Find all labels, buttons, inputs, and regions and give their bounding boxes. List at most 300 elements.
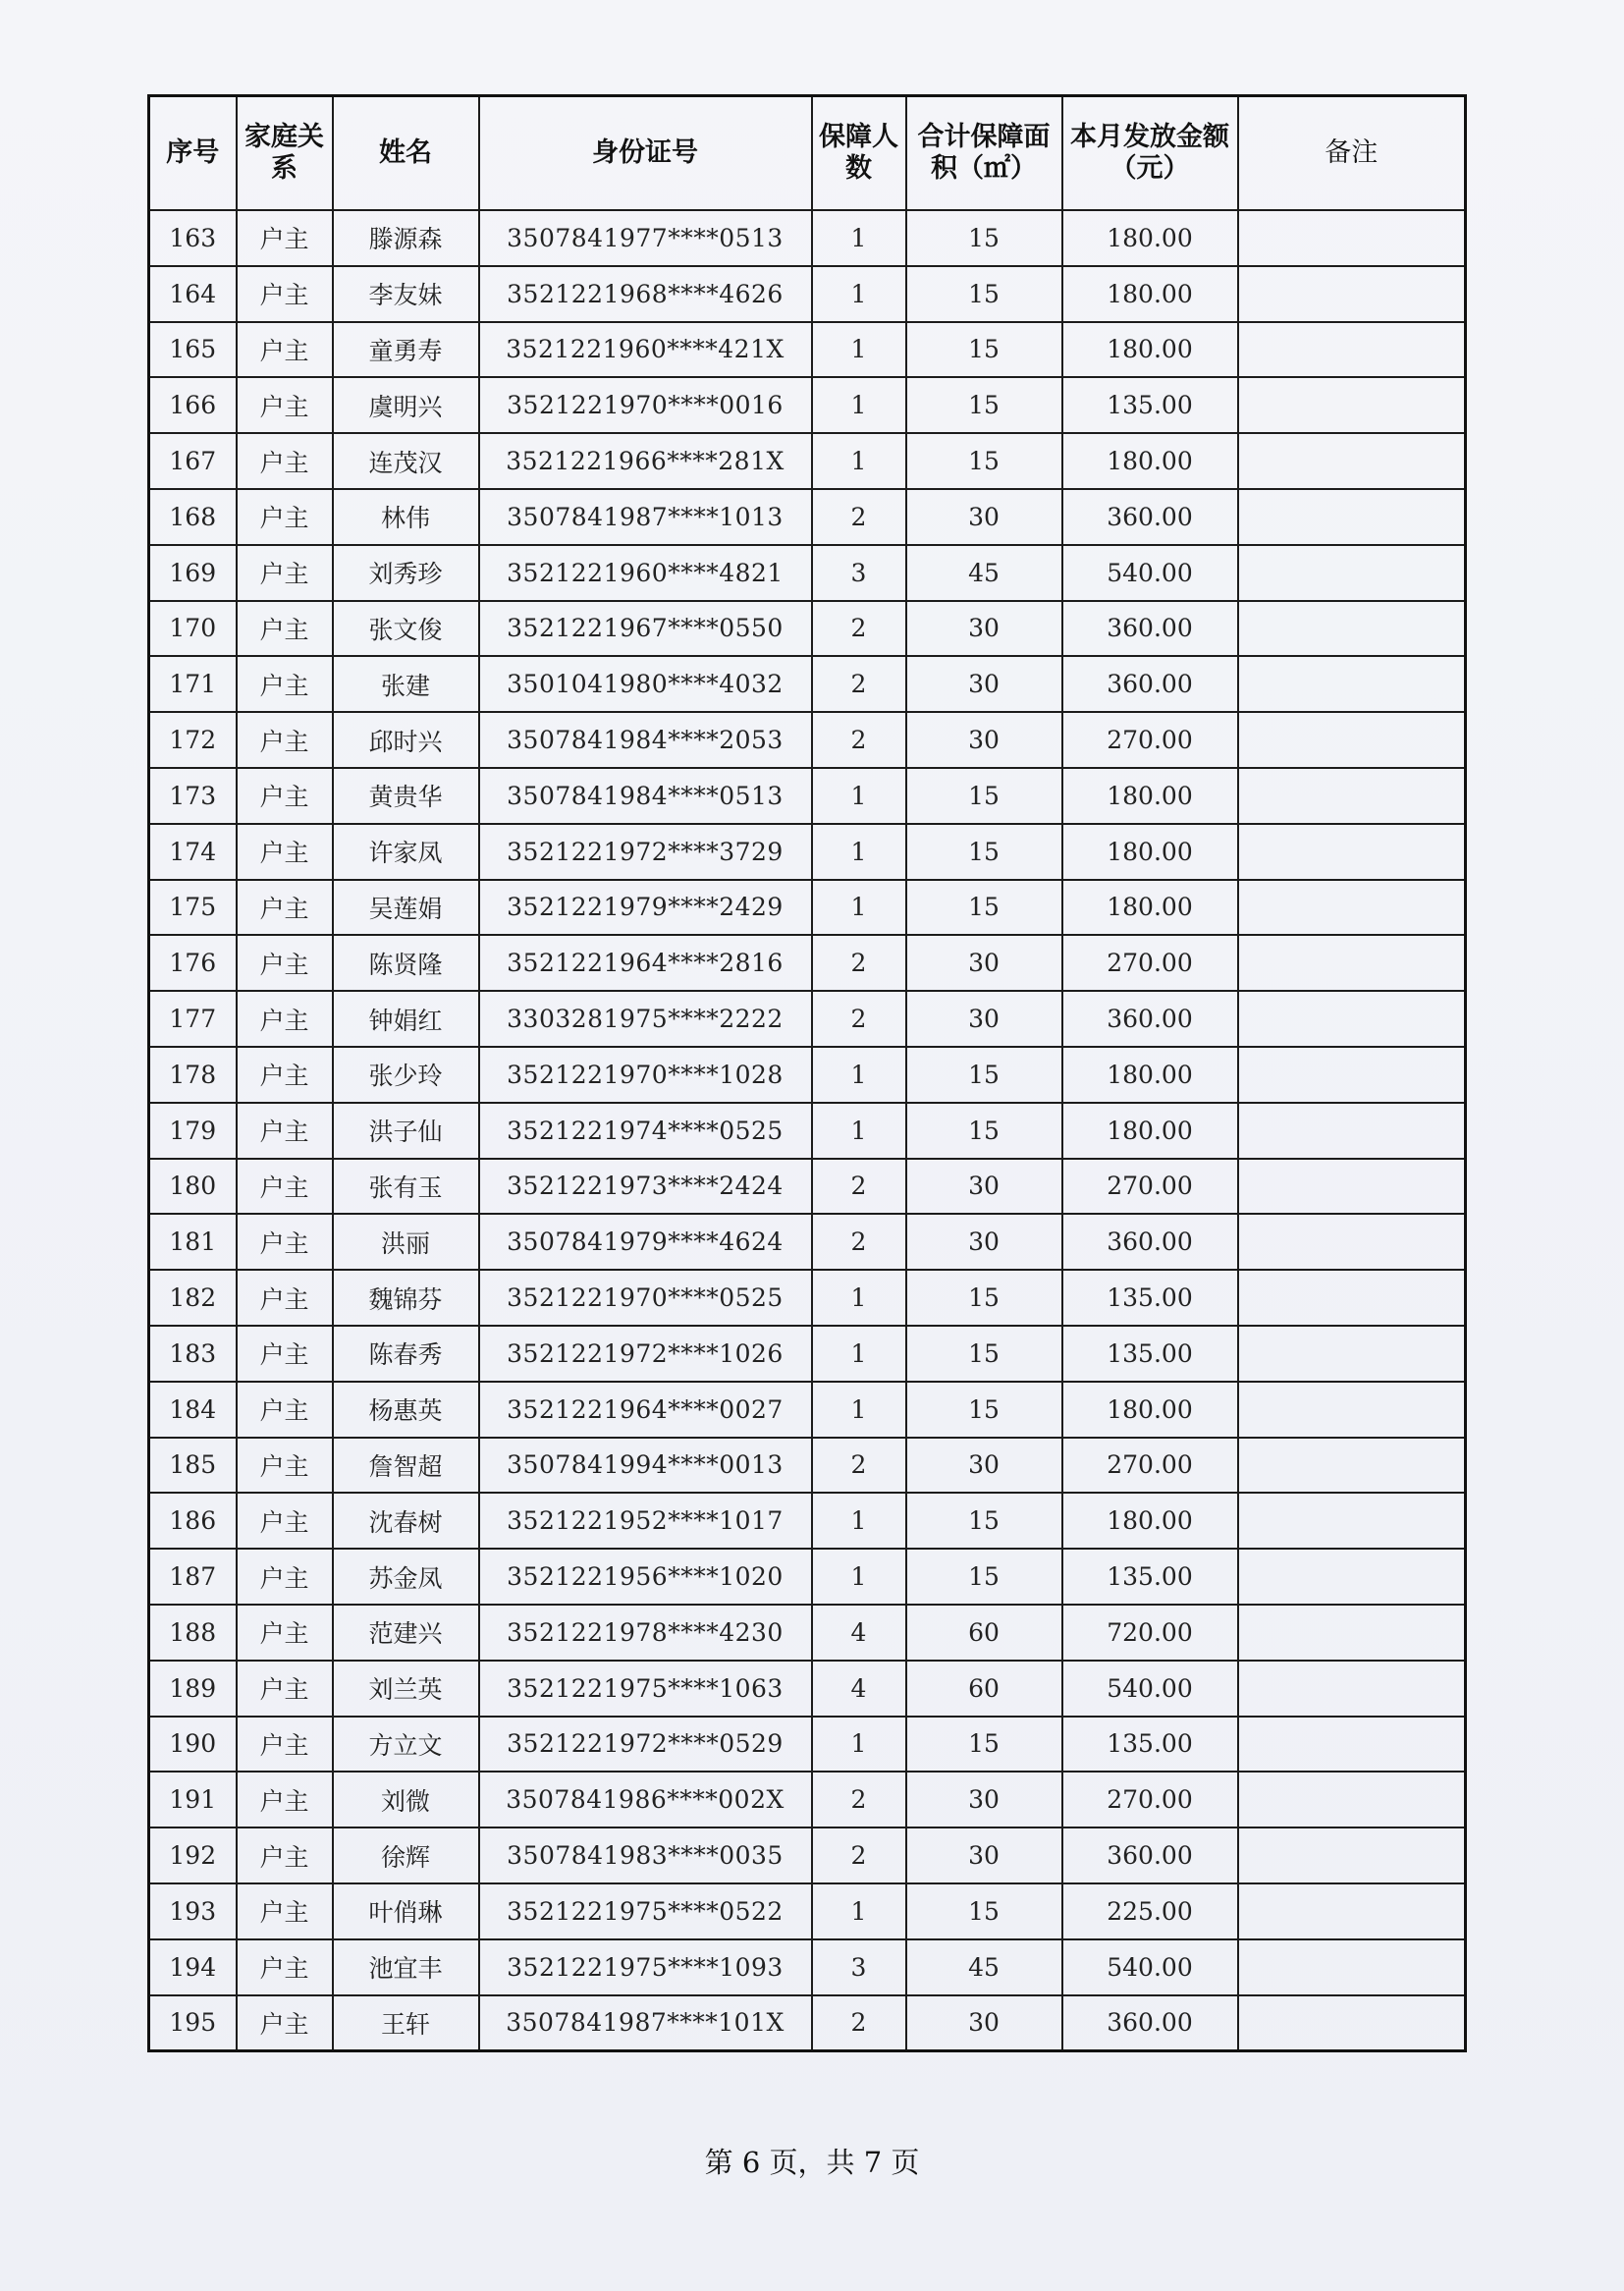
cell-seq: 174 — [149, 824, 237, 880]
cell-relation: 户主 — [237, 1493, 333, 1549]
cell-seq: 187 — [149, 1549, 237, 1605]
cell-area: 60 — [906, 1661, 1062, 1717]
cell-seq: 172 — [149, 712, 237, 768]
cell-seq: 180 — [149, 1159, 237, 1215]
cell-seq: 179 — [149, 1103, 237, 1159]
cell-id-no: 3521221964****2816 — [479, 935, 812, 991]
cell-seq: 176 — [149, 935, 237, 991]
cell-area: 60 — [906, 1605, 1062, 1661]
cell-seq: 171 — [149, 656, 237, 712]
cell-area: 15 — [906, 1270, 1062, 1326]
cell-id-no: 3521221979****2429 — [479, 880, 812, 936]
cell-area: 15 — [906, 768, 1062, 824]
cell-id-no: 3521221978****4230 — [479, 1605, 812, 1661]
cell-persons: 2 — [812, 656, 906, 712]
cell-amount: 180.00 — [1062, 768, 1238, 824]
cell-area: 15 — [906, 210, 1062, 266]
cell-name: 洪丽 — [333, 1214, 479, 1270]
cell-seq: 189 — [149, 1661, 237, 1717]
cell-persons: 2 — [812, 1827, 906, 1883]
cell-id-no: 3521221970****0525 — [479, 1270, 812, 1326]
cell-name: 苏金凤 — [333, 1549, 479, 1605]
cell-relation: 户主 — [237, 1103, 333, 1159]
cell-relation: 户主 — [237, 991, 333, 1047]
cell-seq: 193 — [149, 1883, 237, 1939]
cell-amount: 360.00 — [1062, 489, 1238, 545]
table-row — [149, 1493, 1466, 1549]
header-remark: 备注 — [1238, 96, 1466, 211]
cell-name: 刘微 — [333, 1772, 479, 1827]
cell-id-no: 3521221975****1093 — [479, 1939, 812, 1995]
cell-persons: 1 — [812, 1326, 906, 1382]
cell-name: 滕源森 — [333, 210, 479, 266]
cell-relation: 户主 — [237, 1382, 333, 1438]
cell-amount: 270.00 — [1062, 1438, 1238, 1494]
cell-persons: 1 — [812, 1549, 906, 1605]
table-row — [149, 935, 1466, 991]
cell-relation: 户主 — [237, 1939, 333, 1995]
cell-name: 陈春秀 — [333, 1326, 479, 1382]
cell-amount: 270.00 — [1062, 935, 1238, 991]
cell-area: 30 — [906, 1827, 1062, 1883]
cell-persons: 2 — [812, 712, 906, 768]
cell-area: 15 — [906, 1493, 1062, 1549]
table-row — [149, 601, 1466, 657]
cell-id-no: 3521221960****421X — [479, 322, 812, 378]
cell-name: 张少玲 — [333, 1047, 479, 1103]
cell-amount: 270.00 — [1062, 1772, 1238, 1827]
cell-relation: 户主 — [237, 489, 333, 545]
cell-seq: 170 — [149, 601, 237, 657]
cell-persons: 1 — [812, 1717, 906, 1773]
cell-remark — [1238, 433, 1466, 489]
table-row — [149, 1995, 1466, 2051]
cell-name: 李友妹 — [333, 266, 479, 322]
header-persons: 保障人数 — [812, 96, 906, 211]
cell-area: 15 — [906, 1326, 1062, 1382]
cell-persons: 2 — [812, 489, 906, 545]
cell-name: 钟娟红 — [333, 991, 479, 1047]
table-row — [149, 1438, 1466, 1494]
cell-name: 徐辉 — [333, 1827, 479, 1883]
cell-id-no: 3303281975****2222 — [479, 991, 812, 1047]
cell-name: 张文俊 — [333, 601, 479, 657]
cell-remark — [1238, 1438, 1466, 1494]
header-seq: 序号 — [149, 96, 237, 211]
cell-persons: 2 — [812, 1159, 906, 1215]
cell-persons: 1 — [812, 322, 906, 378]
cell-id-no: 3507841987****1013 — [479, 489, 812, 545]
table-row — [149, 1661, 1466, 1717]
cell-remark — [1238, 1103, 1466, 1159]
cell-seq: 163 — [149, 210, 237, 266]
cell-area: 30 — [906, 1159, 1062, 1215]
cell-seq: 181 — [149, 1214, 237, 1270]
cell-persons: 2 — [812, 601, 906, 657]
cell-id-no: 3521221970****1028 — [479, 1047, 812, 1103]
cell-name: 池宜丰 — [333, 1939, 479, 1995]
cell-seq: 167 — [149, 433, 237, 489]
table-row — [149, 1159, 1466, 1215]
cell-persons: 2 — [812, 1772, 906, 1827]
table-row — [149, 1939, 1466, 1995]
cell-remark — [1238, 935, 1466, 991]
cell-persons: 2 — [812, 991, 906, 1047]
cell-area: 15 — [906, 1549, 1062, 1605]
cell-remark — [1238, 1270, 1466, 1326]
cell-relation: 户主 — [237, 712, 333, 768]
cell-relation: 户主 — [237, 377, 333, 433]
cell-seq: 188 — [149, 1605, 237, 1661]
cell-amount: 135.00 — [1062, 1326, 1238, 1382]
cell-area: 45 — [906, 545, 1062, 601]
header-name: 姓名 — [333, 96, 479, 211]
cell-id-no: 3507841986****002X — [479, 1772, 812, 1827]
cell-remark — [1238, 1214, 1466, 1270]
cell-id-no: 3507841984****2053 — [479, 712, 812, 768]
cell-name: 吴莲娟 — [333, 880, 479, 936]
cell-remark — [1238, 1717, 1466, 1773]
table-row — [149, 1326, 1466, 1382]
cell-relation: 户主 — [237, 601, 333, 657]
cell-name: 叶俏琳 — [333, 1883, 479, 1939]
cell-remark — [1238, 1159, 1466, 1215]
cell-remark — [1238, 377, 1466, 433]
housing-subsidy-table — [147, 94, 1467, 2052]
cell-id-no: 3507841984****0513 — [479, 768, 812, 824]
cell-seq: 169 — [149, 545, 237, 601]
cell-amount: 360.00 — [1062, 991, 1238, 1047]
table-row — [149, 1270, 1466, 1326]
cell-seq: 166 — [149, 377, 237, 433]
cell-remark — [1238, 322, 1466, 378]
cell-amount: 180.00 — [1062, 880, 1238, 936]
table-row — [149, 1605, 1466, 1661]
cell-area: 30 — [906, 601, 1062, 657]
table-body — [149, 210, 1466, 2051]
cell-remark — [1238, 489, 1466, 545]
cell-name: 邱时兴 — [333, 712, 479, 768]
cell-id-no: 3507841977****0513 — [479, 210, 812, 266]
cell-seq: 185 — [149, 1438, 237, 1494]
cell-id-no: 3507841983****0035 — [479, 1827, 812, 1883]
cell-area: 15 — [906, 1382, 1062, 1438]
cell-remark — [1238, 880, 1466, 936]
cell-area: 15 — [906, 1883, 1062, 1939]
cell-area: 30 — [906, 656, 1062, 712]
cell-seq: 184 — [149, 1382, 237, 1438]
cell-amount: 270.00 — [1062, 1159, 1238, 1215]
table-row — [149, 266, 1466, 322]
cell-seq: 175 — [149, 880, 237, 936]
cell-name: 张有玉 — [333, 1159, 479, 1215]
cell-name: 范建兴 — [333, 1605, 479, 1661]
cell-remark — [1238, 1326, 1466, 1382]
cell-id-no: 3521221960****4821 — [479, 545, 812, 601]
cell-remark — [1238, 1883, 1466, 1939]
cell-relation: 户主 — [237, 210, 333, 266]
cell-area: 30 — [906, 991, 1062, 1047]
cell-amount: 135.00 — [1062, 1549, 1238, 1605]
cell-amount: 180.00 — [1062, 433, 1238, 489]
cell-amount: 360.00 — [1062, 1827, 1238, 1883]
cell-area: 15 — [906, 824, 1062, 880]
cell-name: 詹智超 — [333, 1438, 479, 1494]
cell-amount: 180.00 — [1062, 1382, 1238, 1438]
cell-id-no: 3521221964****0027 — [479, 1382, 812, 1438]
cell-id-no: 3521221970****0016 — [479, 377, 812, 433]
cell-remark — [1238, 1549, 1466, 1605]
cell-persons: 1 — [812, 377, 906, 433]
cell-area: 15 — [906, 1047, 1062, 1103]
cell-amount: 540.00 — [1062, 545, 1238, 601]
cell-remark — [1238, 1939, 1466, 1995]
cell-amount: 360.00 — [1062, 1995, 1238, 2051]
cell-relation: 户主 — [237, 1717, 333, 1773]
cell-relation: 户主 — [237, 1270, 333, 1326]
table-row — [149, 1103, 1466, 1159]
cell-area: 15 — [906, 1103, 1062, 1159]
cell-area: 15 — [906, 377, 1062, 433]
cell-persons: 1 — [812, 266, 906, 322]
cell-relation: 户主 — [237, 1995, 333, 2051]
cell-name: 沈春树 — [333, 1493, 479, 1549]
cell-relation: 户主 — [237, 545, 333, 601]
cell-persons: 2 — [812, 1438, 906, 1494]
cell-seq: 165 — [149, 322, 237, 378]
cell-id-no: 3521221966****281X — [479, 433, 812, 489]
cell-persons: 4 — [812, 1605, 906, 1661]
cell-amount: 180.00 — [1062, 824, 1238, 880]
cell-relation: 户主 — [237, 824, 333, 880]
table-row — [149, 1772, 1466, 1827]
cell-amount: 225.00 — [1062, 1883, 1238, 1939]
cell-id-no: 3521221972****3729 — [479, 824, 812, 880]
cell-area: 30 — [906, 1214, 1062, 1270]
cell-persons: 3 — [812, 545, 906, 601]
cell-amount: 270.00 — [1062, 712, 1238, 768]
header-amount: 本月发放金额（元） — [1062, 96, 1238, 211]
table-row — [149, 1382, 1466, 1438]
cell-remark — [1238, 1772, 1466, 1827]
cell-relation: 户主 — [237, 1883, 333, 1939]
cell-remark — [1238, 601, 1466, 657]
cell-persons: 1 — [812, 1270, 906, 1326]
cell-amount: 135.00 — [1062, 1270, 1238, 1326]
cell-id-no: 3501041980****4032 — [479, 656, 812, 712]
header-id-no: 身份证号 — [479, 96, 812, 211]
cell-seq: 192 — [149, 1827, 237, 1883]
cell-id-no: 3521221967****0550 — [479, 601, 812, 657]
cell-amount: 180.00 — [1062, 322, 1238, 378]
table-row — [149, 768, 1466, 824]
cell-persons: 2 — [812, 1995, 906, 2051]
cell-seq: 194 — [149, 1939, 237, 1995]
cell-remark — [1238, 1661, 1466, 1717]
cell-amount: 180.00 — [1062, 266, 1238, 322]
cell-area: 45 — [906, 1939, 1062, 1995]
cell-remark — [1238, 991, 1466, 1047]
header-area: 合计保障面积（㎡） — [906, 96, 1062, 211]
cell-relation: 户主 — [237, 935, 333, 991]
table-row — [149, 824, 1466, 880]
cell-amount: 135.00 — [1062, 377, 1238, 433]
cell-area: 30 — [906, 489, 1062, 545]
table-row — [149, 880, 1466, 936]
cell-seq: 195 — [149, 1995, 237, 2051]
table-row — [149, 433, 1466, 489]
cell-area: 30 — [906, 935, 1062, 991]
table-row — [149, 377, 1466, 433]
cell-name: 刘秀珍 — [333, 545, 479, 601]
table-row — [149, 1214, 1466, 1270]
cell-name: 洪子仙 — [333, 1103, 479, 1159]
cell-remark — [1238, 1047, 1466, 1103]
cell-amount: 180.00 — [1062, 1047, 1238, 1103]
cell-remark — [1238, 1827, 1466, 1883]
cell-relation: 户主 — [237, 768, 333, 824]
cell-seq: 173 — [149, 768, 237, 824]
cell-remark — [1238, 1995, 1466, 2051]
cell-name: 林伟 — [333, 489, 479, 545]
cell-persons: 1 — [812, 1493, 906, 1549]
cell-id-no: 3521221974****0525 — [479, 1103, 812, 1159]
cell-seq: 183 — [149, 1326, 237, 1382]
cell-amount: 360.00 — [1062, 601, 1238, 657]
cell-id-no: 3521221975****1063 — [479, 1661, 812, 1717]
cell-relation: 户主 — [237, 1159, 333, 1215]
table-row — [149, 1717, 1466, 1773]
cell-amount: 720.00 — [1062, 1605, 1238, 1661]
cell-id-no: 3507841987****101X — [479, 1995, 812, 2051]
cell-persons: 1 — [812, 1883, 906, 1939]
cell-relation: 户主 — [237, 1438, 333, 1494]
cell-relation: 户主 — [237, 880, 333, 936]
cell-id-no: 3521221968****4626 — [479, 266, 812, 322]
cell-remark — [1238, 266, 1466, 322]
table-row — [149, 1549, 1466, 1605]
header-relation: 家庭关系 — [237, 96, 333, 211]
cell-persons: 1 — [812, 1047, 906, 1103]
cell-remark — [1238, 656, 1466, 712]
cell-area: 15 — [906, 433, 1062, 489]
cell-seq: 178 — [149, 1047, 237, 1103]
cell-area: 15 — [906, 880, 1062, 936]
cell-area: 30 — [906, 1438, 1062, 1494]
cell-seq: 190 — [149, 1717, 237, 1773]
cell-persons: 4 — [812, 1661, 906, 1717]
cell-id-no: 3521221952****1017 — [479, 1493, 812, 1549]
cell-name: 刘兰英 — [333, 1661, 479, 1717]
cell-relation: 户主 — [237, 1047, 333, 1103]
cell-relation: 户主 — [237, 433, 333, 489]
cell-relation: 户主 — [237, 656, 333, 712]
cell-persons: 1 — [812, 1382, 906, 1438]
cell-relation: 户主 — [237, 1827, 333, 1883]
cell-name: 魏锦芬 — [333, 1270, 479, 1326]
cell-id-no: 3507841994****0013 — [479, 1438, 812, 1494]
cell-name: 黄贵华 — [333, 768, 479, 824]
cell-name: 虞明兴 — [333, 377, 479, 433]
cell-remark — [1238, 824, 1466, 880]
cell-seq: 191 — [149, 1772, 237, 1827]
cell-area: 30 — [906, 1995, 1062, 2051]
cell-seq: 164 — [149, 266, 237, 322]
cell-relation: 户主 — [237, 1326, 333, 1382]
cell-id-no: 3521221975****0522 — [479, 1883, 812, 1939]
table-row — [149, 1827, 1466, 1883]
table-row — [149, 712, 1466, 768]
cell-persons: 1 — [812, 1103, 906, 1159]
cell-persons: 2 — [812, 935, 906, 991]
cell-seq: 186 — [149, 1493, 237, 1549]
cell-area: 15 — [906, 1717, 1062, 1773]
cell-relation: 户主 — [237, 1605, 333, 1661]
cell-persons: 1 — [812, 768, 906, 824]
cell-area: 15 — [906, 266, 1062, 322]
cell-amount: 135.00 — [1062, 1717, 1238, 1773]
cell-persons: 2 — [812, 1214, 906, 1270]
table-row — [149, 1047, 1466, 1103]
cell-relation: 户主 — [237, 266, 333, 322]
cell-remark — [1238, 768, 1466, 824]
cell-id-no: 3507841979****4624 — [479, 1214, 812, 1270]
cell-relation: 户主 — [237, 1661, 333, 1717]
cell-id-no: 3521221956****1020 — [479, 1549, 812, 1605]
cell-remark — [1238, 712, 1466, 768]
cell-remark — [1238, 1382, 1466, 1438]
cell-amount: 180.00 — [1062, 210, 1238, 266]
table-row — [149, 322, 1466, 378]
cell-id-no: 3521221972****1026 — [479, 1326, 812, 1382]
cell-relation: 户主 — [237, 1772, 333, 1827]
cell-area: 30 — [906, 1772, 1062, 1827]
cell-remark — [1238, 210, 1466, 266]
cell-name: 方立文 — [333, 1717, 479, 1773]
cell-name: 童勇寿 — [333, 322, 479, 378]
cell-persons: 1 — [812, 880, 906, 936]
cell-name: 杨惠英 — [333, 1382, 479, 1438]
cell-amount: 540.00 — [1062, 1939, 1238, 1995]
cell-persons: 1 — [812, 210, 906, 266]
cell-seq: 168 — [149, 489, 237, 545]
cell-amount: 180.00 — [1062, 1103, 1238, 1159]
cell-relation: 户主 — [237, 1214, 333, 1270]
cell-name: 许家凤 — [333, 824, 479, 880]
table-row — [149, 489, 1466, 545]
cell-persons: 1 — [812, 433, 906, 489]
cell-amount: 540.00 — [1062, 1661, 1238, 1717]
cell-relation: 户主 — [237, 322, 333, 378]
cell-remark — [1238, 1605, 1466, 1661]
table-row — [149, 210, 1466, 266]
cell-seq: 182 — [149, 1270, 237, 1326]
cell-area: 30 — [906, 712, 1062, 768]
cell-amount: 360.00 — [1062, 1214, 1238, 1270]
cell-area: 15 — [906, 322, 1062, 378]
table-row — [149, 656, 1466, 712]
cell-id-no: 3521221972****0529 — [479, 1717, 812, 1773]
cell-name: 王轩 — [333, 1995, 479, 2051]
cell-id-no: 3521221973****2424 — [479, 1159, 812, 1215]
cell-amount: 360.00 — [1062, 656, 1238, 712]
cell-persons: 3 — [812, 1939, 906, 1995]
cell-remark — [1238, 545, 1466, 601]
cell-seq: 177 — [149, 991, 237, 1047]
cell-persons: 1 — [812, 824, 906, 880]
cell-name: 张建 — [333, 656, 479, 712]
page-number: 第 6 页，共 7 页 — [704, 2146, 920, 2179]
